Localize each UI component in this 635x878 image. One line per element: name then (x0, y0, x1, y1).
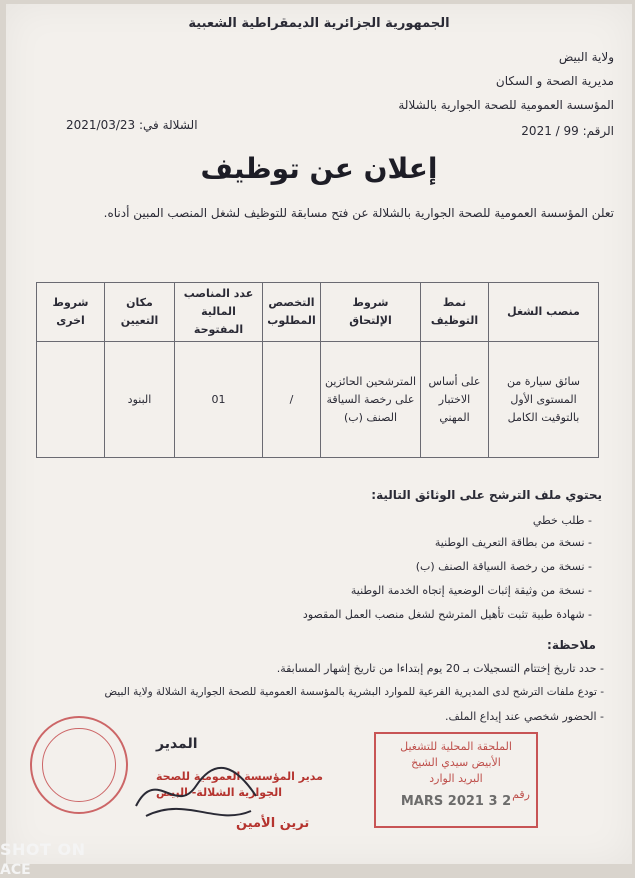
col-header-position: منصب الشغل (489, 283, 599, 342)
document-date: الشلالة في: 2021/03/23 (66, 118, 198, 132)
receipt-stamp-date: 2 3 MARS 2021 (400, 794, 512, 809)
director-name: ترين الأمين (236, 816, 310, 831)
document-item: - نسخة من بطاقة التعريف الوطنية (434, 536, 592, 549)
director-stamp-line1: مدير المؤسسة العمومية للصحة (156, 770, 323, 783)
col-header-specialty: التخصص المطلوب (263, 283, 321, 342)
signature-scribble (126, 756, 266, 826)
round-seal (30, 716, 128, 814)
table-header-row (37, 283, 599, 342)
receipt-stamp (374, 732, 538, 828)
document-item: - نسخة من وثيقة إثبات الوضعية إتجاه الخدمة الوطنية (350, 584, 592, 597)
intro-paragraph: تعلن المؤسسة العمومية للصحة الجوارية بالشلالة عن فتح مسابقة للتوظيف لشغل المنصب المبين أدناه. (103, 206, 614, 220)
documents-heading: يحتوي ملف الترشح على الوثائق التالية: (371, 488, 602, 502)
cell-location: البنود (105, 342, 175, 458)
directorate-label: مديرية الصحة و السكان (495, 74, 614, 88)
col-header-recruitment-mode: نمط التوظيف (421, 283, 489, 342)
institution-label: المؤسسة العمومية للصحة الجوارية بالشلالة (398, 98, 614, 112)
table-row (37, 342, 599, 458)
document-item: - طلب خطي (532, 514, 592, 527)
receipt-stamp-line3: البريد الوارد (429, 772, 483, 785)
note-item: - الحضور شخصي عند إيداع الملف. (445, 710, 604, 723)
reference-number: الرقم: 99 / 2021 (521, 124, 614, 138)
note-item: - حدد تاريخ إختتام التسجيلات بـ 20 يوم إبتداءا من تاريخ إشهار المسابقة. (276, 662, 604, 675)
cell-specialty: / (263, 342, 321, 458)
wilaya-label: ولاية البيض (558, 50, 614, 64)
document-page (6, 4, 632, 864)
cell-recruitment-mode: على أساس الاختبار المهني (421, 342, 489, 458)
cell-other-conditions (37, 342, 105, 458)
receipt-stamp-line1: الملحقة المحلية للتشغيل (400, 740, 512, 753)
director-stamp-line2: الجوارية الشلالة- البيض (156, 786, 282, 799)
cell-open-posts: 01 (175, 342, 263, 458)
camera-watermark-line2: ACE (0, 862, 31, 878)
cell-conditions: المترشحين الحائزين على رخصة السياقة الصنف (ب) (321, 342, 421, 458)
republic-header: الجمهورية الجزائرية الديمقراطية الشعبية (188, 16, 450, 31)
notes-heading: ملاحظة: (547, 638, 596, 652)
col-header-conditions: شروط الإلتحاق (321, 283, 421, 342)
col-header-location: مكان التعيين (105, 283, 175, 342)
positions-table (36, 282, 599, 458)
camera-watermark-line1: SHOT ON (0, 840, 86, 859)
receipt-stamp-line2: الأبيض سيدي الشيخ (411, 756, 501, 769)
page-title: إعلان عن توظيف (200, 152, 438, 185)
receipt-stamp-prefix: رقم (512, 788, 530, 801)
document-item: - نسخة من رخصة السياقة الصنف (ب) (415, 560, 592, 573)
col-header-open-posts: عدد المناصب المالية المفتوحة (175, 283, 263, 342)
director-title: المدير (156, 736, 198, 752)
col-header-other-conditions: شروط اخرى (37, 283, 105, 342)
cell-position: سائق سيارة من المستوى الأول بالتوقيت الكامل (489, 342, 599, 458)
document-item: - شهادة طبية تثبت تأهيل المترشح لشغل منصب العمل المقصود (302, 608, 592, 621)
note-item: - تودع ملفات الترشح لدى المديرية الفرعية للموارد البشرية بالمؤسسة العمومية للصحة الجوارية الشلالة ولاية البيض (104, 686, 604, 698)
